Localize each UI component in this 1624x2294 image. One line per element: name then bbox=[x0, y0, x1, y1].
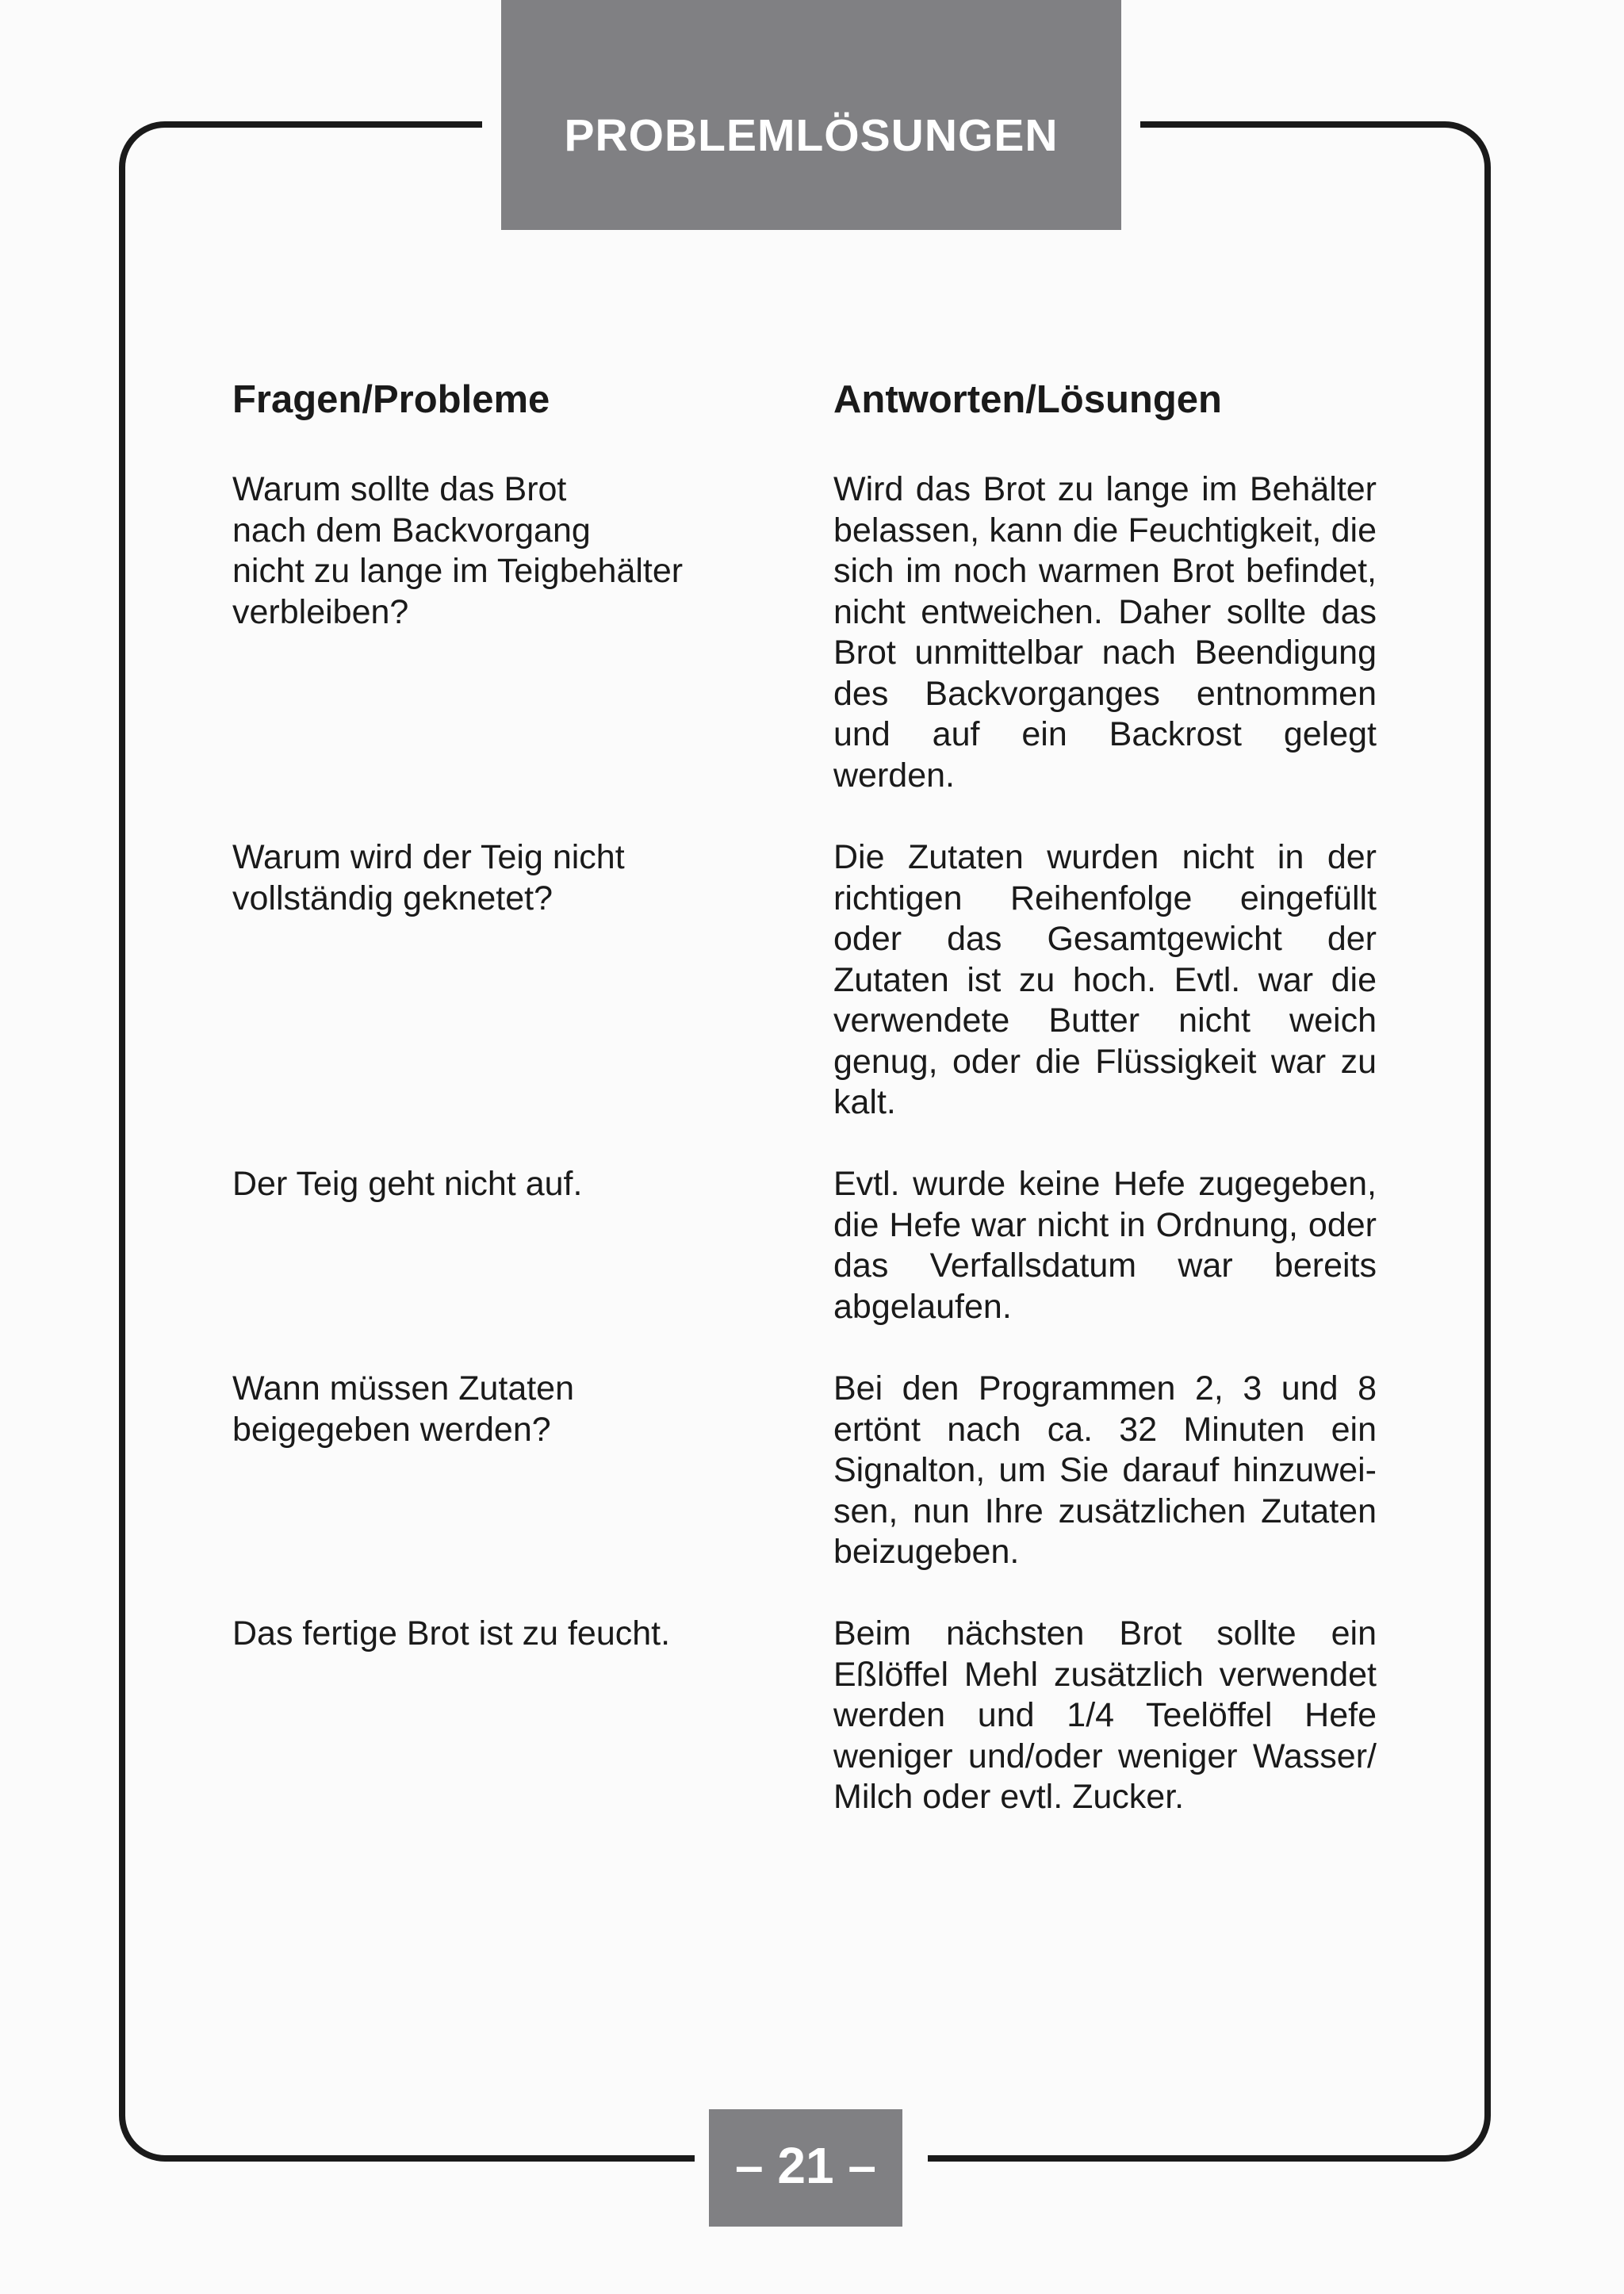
faq-question-2: Warum wird der Teig nicht vollständig geknetet? bbox=[232, 838, 625, 917]
faq-answer-5: Beim nächsten Brot sollte ein Eßlöffel Mehl zusätzlich verwendet werden und 1/4 Teelöffel Hefe weniger und/oder weniger Wasser/ Milch oder evtl. Zucker. bbox=[833, 1614, 1377, 1816]
faq-answer-2: Die Zutaten wurden nicht in der richtigen Reihenfolge eingefüllt oder das Gesamtgewicht der Zutaten ist zu hoch. Evtl. war die verwendete Butter nicht weich genug, oder die Flüssigkeit war zu kalt. bbox=[833, 838, 1377, 1121]
faq-question-1: Warum sollte das Brot nach dem Backvorgang nicht zu lange im Teigbehälter verbleiben? bbox=[232, 470, 684, 631]
faq-answer-4: Bei den Programmen 2, 3 und 8 ertönt nach ca. 32 Minuten ein Signalton, um Sie darauf hinzuweisen, nun Ihre zusätzlichen Zutaten beizugeben. bbox=[833, 1369, 1377, 1571]
faq-question-5: Das fertige Brot ist zu feucht. bbox=[232, 1614, 671, 1653]
faq-answer-3: Evtl. wurde keine Hefe zugegeben, die Hefe war nicht in Ordnung, oder das Verfallsdatum war bereits abgelaufen. bbox=[833, 1165, 1377, 1326]
page-title: PROBLEMLÖSUNGEN bbox=[564, 110, 1059, 161]
answers-column-header: Antworten/Lösungen bbox=[833, 378, 1222, 421]
faq-question-4: Wann müssen Zutaten beigegeben werden? bbox=[232, 1369, 575, 1449]
title-banner bbox=[501, 0, 1121, 230]
page-frame bbox=[119, 121, 1491, 2162]
questions-column-header: Fragen/Probleme bbox=[232, 378, 550, 421]
faq-question-3: Der Teig geht nicht auf. bbox=[232, 1165, 583, 1203]
page-number-box bbox=[709, 2109, 902, 2227]
faq-answer-1: Wird das Brot zu lange im Behälter belassen, kann die Feuchtigkeit, die sich im noch warmen Brot befindet, nicht entweichen. Daher sollte das Brot unmittelbar nach Beendigung des Backvorganges entnommen und auf ein Backrost gelegt werden. bbox=[833, 470, 1377, 795]
page-number: – 21 – bbox=[735, 2137, 876, 2194]
